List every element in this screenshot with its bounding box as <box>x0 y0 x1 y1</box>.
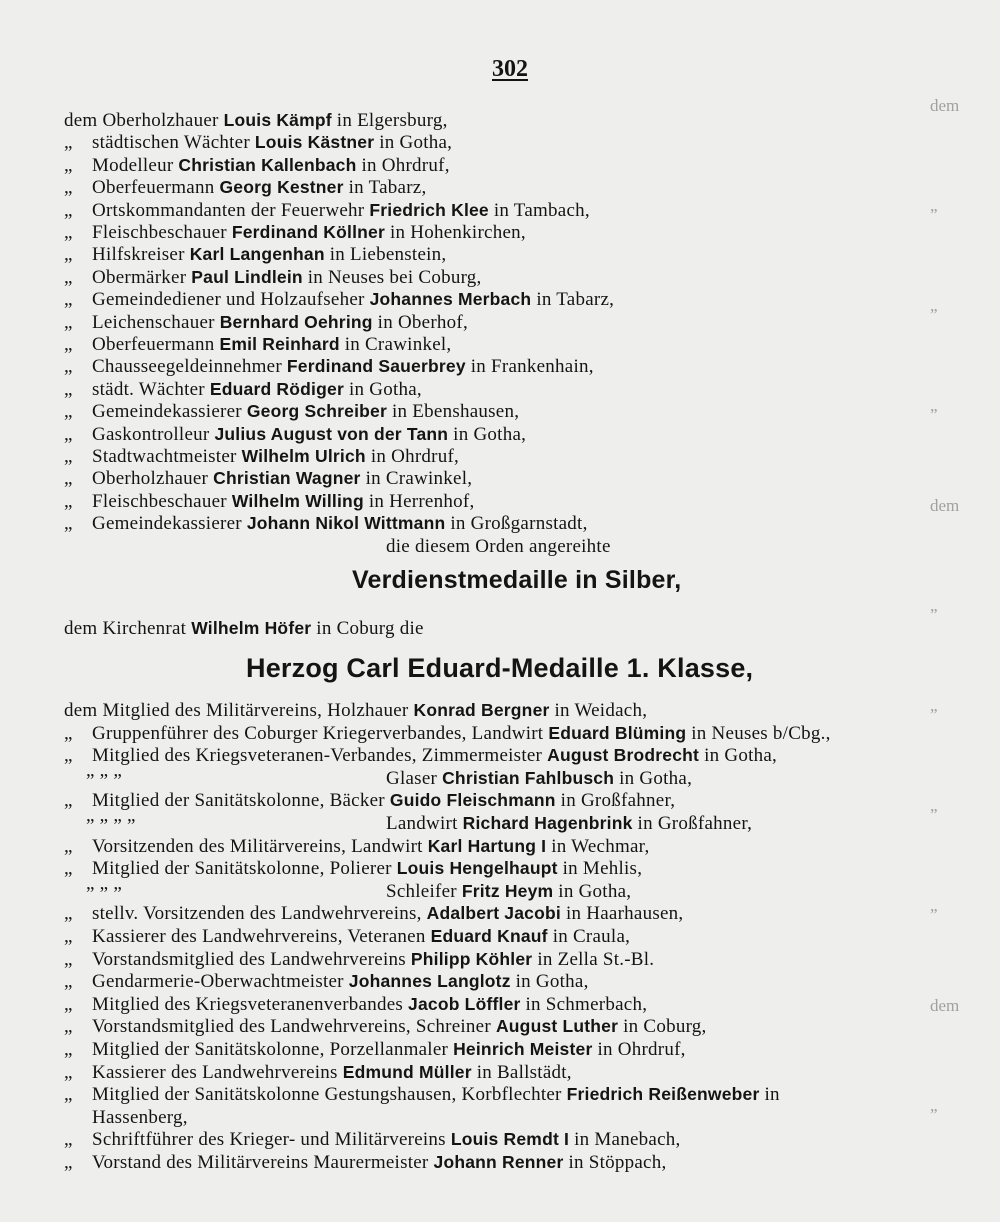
bleed-word: dem <box>930 496 960 515</box>
bleed-word: dem <box>930 996 960 1015</box>
entry-line <box>64 1062 572 1084</box>
entry-prefix: Leichenschauer <box>92 311 215 333</box>
entry-place: in Ohrdruf, <box>597 1039 686 1060</box>
entry-place: in Herrenhof, <box>368 490 475 512</box>
person-name: August Brodrecht <box>547 745 700 766</box>
ditto-mark: „ <box>64 971 73 993</box>
person-name: Ferdinand Köllner <box>231 222 385 242</box>
person-name: Julius August von der Tann <box>214 423 449 444</box>
entry-place: in Stöppach, <box>568 1152 667 1173</box>
entry-line <box>64 424 526 446</box>
ditto-mark: „ <box>64 334 73 355</box>
entry-line <box>64 1129 681 1151</box>
person-name: Richard Hagenbrink <box>462 813 633 833</box>
entry-place: in Gotha, <box>453 423 527 445</box>
person-name: Ferdinand Sauerbrey <box>286 356 466 377</box>
entry-place: in Neuses bei Coburg, <box>307 266 482 288</box>
entry-prefix: Kassierer des Landwehrvereins <box>92 1061 338 1083</box>
entry-line <box>86 872 632 903</box>
ditto-mark: „ <box>64 177 73 199</box>
person-name: Wilhelm Willing <box>231 490 364 511</box>
entry-place: in Coburg die <box>316 618 424 639</box>
entry-prefix: Oberholzhauer <box>92 468 209 490</box>
entry-line <box>64 155 450 177</box>
entry-line <box>64 745 777 767</box>
entry-line <box>64 926 630 948</box>
bleed-word: „ <box>930 396 938 415</box>
person-name: Paul Lindlein <box>191 266 303 287</box>
entry-place: in Gotha, <box>379 132 453 154</box>
person-name: Bernhard Oehring <box>219 311 373 332</box>
entry-prefix: Gaskontrolleur <box>92 423 210 445</box>
ditto-mark: „ <box>64 244 73 266</box>
entry-prefix: Vorstand des Militärvereins Maurermeister <box>92 1152 429 1173</box>
ditto-mark: „ <box>64 1039 73 1060</box>
person-name: Louis Hengelhaupt <box>396 858 558 879</box>
ditto-mark: „ <box>64 858 73 880</box>
entry-line <box>64 132 452 154</box>
entry-prefix: Mitglied des Kriegsveteranenverbandes <box>92 993 404 1015</box>
entry-place: in Großfahner, <box>637 813 753 834</box>
entry-line <box>64 110 448 132</box>
entry-place: in Neuses b/Cbg., <box>691 722 831 744</box>
entry-prefix: Mitglied der Sanitätskolonne, Polierer <box>92 858 392 880</box>
ditto-marks: „ „ „ <box>86 872 123 894</box>
entry-place: in Oberhof, <box>377 311 469 333</box>
entry-line <box>64 790 675 812</box>
entry-line <box>64 312 468 334</box>
person-name: Eduard Knauf <box>430 926 548 946</box>
entry-place: in Wechmar, <box>551 835 650 857</box>
entry-line <box>64 1039 686 1061</box>
entry-line <box>64 468 472 490</box>
entry-prefix: städtischen Wächter <box>92 132 250 154</box>
entry-line <box>64 971 589 993</box>
ditto-mark: „ <box>64 266 73 288</box>
entry-place: in Frankenhain, <box>470 356 594 378</box>
entry-line <box>64 379 422 401</box>
ditto-mark: „ <box>64 311 73 333</box>
entry-prefix: stellv. Vorsitzenden des Landwehrvereins, <box>92 903 422 925</box>
entry-line <box>64 513 588 535</box>
person-name: Emil Reinhard <box>219 334 340 354</box>
entry-prefix: Glaser <box>386 767 438 789</box>
entry-line <box>64 401 519 423</box>
entry-line <box>64 618 424 640</box>
entry-place: in Tambach, <box>493 199 590 221</box>
entry-prefix: städt. Wächter <box>92 378 205 400</box>
entry-place: in Crawinkel, <box>344 334 452 355</box>
entry-place: in Gotha, <box>704 745 778 767</box>
ditto-mark: „ <box>64 926 73 947</box>
ditto-mark: „ <box>64 722 73 744</box>
entry-line <box>64 491 474 513</box>
entry-prefix: dem Oberholzhauer <box>64 110 219 131</box>
entry-prefix: Hilfskreiser <box>92 244 185 266</box>
entry-line <box>92 1107 188 1129</box>
person-name: Johann Nikol Wittmann <box>246 513 446 534</box>
bleed-word: dem <box>930 96 960 115</box>
ditto-mark: „ <box>64 289 73 311</box>
entry-prefix: Schleifer <box>386 880 457 902</box>
entry-prefix: Hassenberg, <box>92 1106 188 1128</box>
entry-place: in Elgersburg, <box>336 110 448 131</box>
person-name: Karl Hartung I <box>427 835 547 856</box>
entry-prefix: Vorstandsmitglied des Landwehrvereins <box>92 948 406 970</box>
entry-prefix: Schriftführer des Krieger- und Militärvereins <box>92 1129 446 1151</box>
entry-line <box>64 446 459 468</box>
person-name: Adalbert Jacobi <box>426 903 561 924</box>
entry-line <box>64 949 654 971</box>
person-name: Karl Langenhan <box>189 244 325 265</box>
entry-line <box>64 836 649 858</box>
person-name: Jacob Löffler <box>408 993 521 1014</box>
bleed-word: „ <box>930 296 938 315</box>
entry-line <box>64 267 482 289</box>
ditto-mark: „ <box>64 446 73 467</box>
person-name: Louis Kämpf <box>223 110 332 130</box>
entry-prefix: Vorstandsmitglied des Landwehrvereins, Schreiner <box>92 1016 491 1038</box>
entry-place: in Hohenkirchen, <box>389 222 526 243</box>
entry-prefix: dem Mitglied des Militärvereins, Holzhauer <box>64 700 409 721</box>
person-name: Christian Kallenbach <box>178 154 357 175</box>
ditto-mark: „ <box>64 132 73 154</box>
entry-prefix: Gemeindekassierer <box>92 401 242 423</box>
entry-prefix: Mitglied der Sanitätskolonne Gestungshausen, Korbflechter <box>92 1084 562 1106</box>
entry-line <box>64 994 647 1016</box>
entry-prefix: Oberfeuermann <box>92 177 215 199</box>
ditto-mark: „ <box>64 1016 73 1038</box>
entry-line <box>64 700 647 722</box>
person-name: Wilhelm Höfer <box>191 618 312 638</box>
entry-prefix: dem Kirchenrat <box>64 618 187 639</box>
bleed-through-margin <box>930 96 1000 1196</box>
bleed-word: „ <box>930 1096 938 1115</box>
medal-heading-ce: Herzog Carl Eduard-Medaille 1. Klasse, <box>246 653 754 683</box>
entry-place: in Ohrdruf, <box>370 446 460 467</box>
person-name: Louis Kästner <box>254 132 375 153</box>
entry-place: in Craula, <box>552 926 631 947</box>
person-name: Heinrich Meister <box>453 1039 593 1059</box>
bleed-word: „ <box>930 796 938 815</box>
entry-line <box>64 244 446 266</box>
entry-prefix: Gemeindekassierer <box>92 513 242 535</box>
ditto-mark: „ <box>64 401 73 423</box>
entry-line <box>64 289 614 311</box>
entry-line <box>64 356 594 378</box>
entry-place: in Großfahner, <box>560 790 676 812</box>
person-name: Wilhelm Ulrich <box>241 446 366 466</box>
entry-line <box>64 177 426 199</box>
person-name: Guido Fleischmann <box>389 790 556 811</box>
entry-place: in Crawinkel, <box>365 468 473 490</box>
person-name: August Luther <box>495 1016 619 1037</box>
ditto-mark: „ <box>64 199 73 221</box>
person-name: Konrad Bergner <box>413 700 550 720</box>
person-name: Johannes Merbach <box>369 289 532 310</box>
entry-prefix: Stadtwachtmeister <box>92 446 237 467</box>
entry-place: in Tabarz, <box>348 177 427 199</box>
bleed-word: „ <box>930 896 938 915</box>
ditto-mark: „ <box>64 423 73 445</box>
ditto-mark: „ <box>64 1084 73 1106</box>
entry-place: in Gotha, <box>348 378 422 400</box>
entry-place: in Liebenstein, <box>329 244 447 266</box>
entry-place: in Gotha, <box>558 880 632 902</box>
entry-place: in Ballstädt, <box>476 1061 572 1083</box>
ditto-mark: „ <box>64 378 73 400</box>
entry-line <box>64 1016 707 1038</box>
entry-place: in Coburg, <box>623 1016 707 1038</box>
entry-prefix: Mitglied des Kriegsveteranen-Verbandes, Zimmermeister <box>92 745 543 767</box>
person-name: Philipp Köhler <box>410 948 533 969</box>
person-name: Georg Kestner <box>219 177 344 198</box>
person-name: Edmund Müller <box>342 1061 472 1082</box>
bleed-word: „ <box>930 196 938 215</box>
medal-heading-silver: Verdienstmedaille in Silber, <box>352 566 682 594</box>
ditto-mark: „ <box>64 154 73 176</box>
entry-prefix: Gruppenführer des Coburger Kriegerverbandes, Landwirt <box>92 722 544 744</box>
entry-line <box>64 1152 667 1174</box>
entry-line <box>64 200 590 222</box>
person-name: Christian Wagner <box>213 468 361 489</box>
ditto-marks: „ „ „ <box>86 759 123 781</box>
ditto-mark: „ <box>64 993 73 1015</box>
ditto-mark: „ <box>64 222 73 243</box>
ditto-mark: „ <box>64 513 73 535</box>
entry-place: in Gotha, <box>515 971 589 993</box>
person-name: Friedrich Reißenweber <box>566 1084 760 1105</box>
ditto-mark: „ <box>64 745 73 767</box>
entry-place: in Ebenshausen, <box>392 401 520 423</box>
ditto-marks: „ „ „ „ <box>86 805 136 826</box>
sub-intro: die diesem Orden angereihte <box>386 536 611 557</box>
ditto-mark: „ <box>64 490 73 512</box>
entry-line <box>86 805 753 835</box>
ditto-mark: „ <box>64 1129 73 1151</box>
entry-prefix: Landwirt <box>386 813 458 834</box>
entry-prefix: Gendarmerie-Oberwachtmeister <box>92 971 344 993</box>
person-name: Eduard Blüming <box>548 722 687 743</box>
entry-prefix: Ortskommandanten der Feuerwehr <box>92 199 365 221</box>
person-name: Eduard Rödiger <box>209 378 344 399</box>
entry-place: in Großgarnstadt, <box>450 513 588 535</box>
entry-place: in Tabarz, <box>536 289 615 311</box>
entry-line <box>86 759 693 790</box>
ditto-mark: „ <box>64 1061 73 1083</box>
ditto-mark: „ <box>64 835 73 857</box>
entry-line <box>64 334 451 356</box>
entry-prefix: Fleischbeschauer <box>92 490 227 512</box>
entry-prefix: Mitglied der Sanitätskolonne, Bäcker <box>92 790 385 812</box>
person-name: Johann Renner <box>433 1152 564 1172</box>
entry-prefix: Modelleur <box>92 154 174 176</box>
entry-prefix: Gemeindediener und Holzaufseher <box>92 289 365 311</box>
ditto-mark: „ <box>64 790 73 812</box>
entry-place: in Schmerbach, <box>525 993 648 1015</box>
person-name: Friedrich Klee <box>369 199 489 220</box>
entry-line <box>64 858 642 880</box>
entry-place: in Haarhausen, <box>565 903 684 925</box>
entry-prefix: Mitglied der Sanitätskolonne, Porzellanmaler <box>92 1039 449 1060</box>
entry-line <box>64 222 526 244</box>
ditto-mark: „ <box>64 356 73 378</box>
page-number: 302 <box>492 56 528 82</box>
entry-place: in Mehlis, <box>562 858 643 880</box>
ditto-mark: „ <box>64 1152 73 1173</box>
entry-line <box>64 903 683 925</box>
entry-prefix: Vorsitzenden des Militärvereins, Landwirt <box>92 835 423 857</box>
person-name: Fritz Heym <box>461 880 554 901</box>
entry-line <box>64 1084 780 1106</box>
entry-place: in Gotha, <box>619 767 693 789</box>
entry-prefix: Obermärker <box>92 266 187 288</box>
entry-place: in Weidach, <box>554 700 648 721</box>
entry-prefix: Oberfeuermann <box>92 334 215 355</box>
ditto-mark: „ <box>64 948 73 970</box>
entry-prefix: Fleischbeschauer <box>92 222 227 243</box>
entry-place: in Zella St.-Bl. <box>537 948 655 970</box>
bleed-word: „ <box>930 696 938 715</box>
entry-place: in Ohrdruf, <box>361 154 450 176</box>
bleed-word: „ <box>930 596 938 615</box>
entry-place: in <box>764 1084 780 1106</box>
ditto-mark: „ <box>64 468 73 490</box>
entry-prefix: Kassierer des Landwehrvereins, Veteranen <box>92 926 426 947</box>
entry-prefix: Chausseegeldeinnehmer <box>92 356 282 378</box>
entry-line <box>64 723 831 745</box>
ditto-mark: „ <box>64 903 73 925</box>
person-name: Johannes Langlotz <box>348 971 511 992</box>
entry-place: in Manebach, <box>574 1129 681 1151</box>
person-name: Louis Remdt I <box>450 1129 570 1150</box>
person-name: Georg Schreiber <box>246 401 387 422</box>
person-name: Christian Fahlbusch <box>442 767 615 788</box>
